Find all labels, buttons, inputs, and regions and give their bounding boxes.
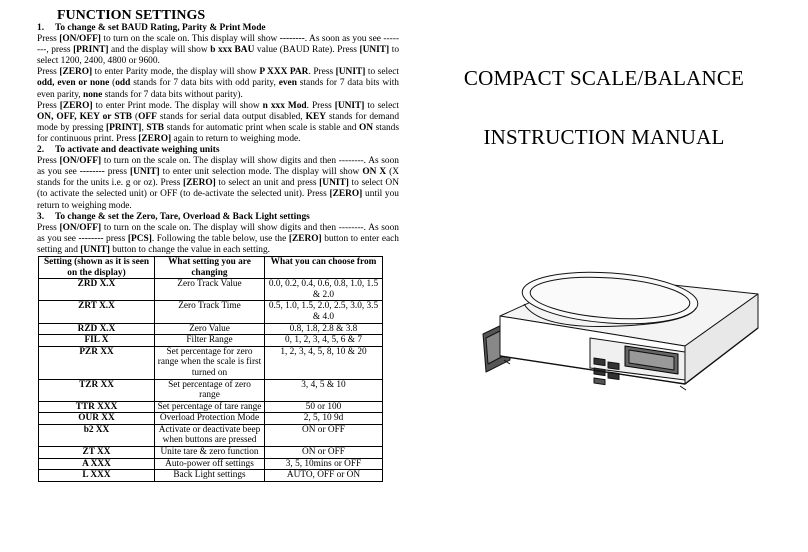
table-row xyxy=(39,346,383,379)
setting-options-cell: 0.8, 1.8, 2.8 & 3.8 xyxy=(265,323,383,335)
manual-title: INSTRUCTION MANUAL xyxy=(483,125,725,149)
table-row xyxy=(39,424,383,446)
table-row xyxy=(39,301,383,323)
setting-description-cell: Zero Track Time xyxy=(155,301,265,323)
setting-options-cell: ON or OFF xyxy=(265,447,383,459)
setting-description-cell: Zero Value xyxy=(155,323,265,335)
setting-description-cell: Zero Track Value xyxy=(155,279,265,301)
setting-description-cell: Set percentage of zero range xyxy=(155,379,265,401)
setting-description-cell: Activate or deactivate beep when buttons are pressed xyxy=(155,424,265,446)
setting-code-cell: ZRD X.X xyxy=(39,279,155,301)
column-header-choices: What you can choose from xyxy=(265,256,383,278)
setting-code-cell: PZR XX xyxy=(39,346,155,379)
setting-options-cell: 50 or 100 xyxy=(265,401,383,413)
setting-code-cell: OUR XX xyxy=(39,413,155,425)
setting-description-cell: Back Light settings xyxy=(155,470,265,482)
setting-code-cell: b2 XX xyxy=(39,424,155,446)
setting-code-cell: ZT XX xyxy=(39,447,155,459)
column-header-setting: Setting (shown as it is seen on the display) xyxy=(39,256,155,278)
function-settings-column xyxy=(37,8,399,482)
setting-code-cell: TTR XXX xyxy=(39,401,155,413)
setting-options-cell: ON or OFF xyxy=(265,424,383,446)
section-1-paragraph-print: Press [ZERO] to enter Print mode. The display will show n xxx Mod. Press [UNIT] to select ON, OFF, KEY or STB (OFF stands for serial data output disabled, KEY stands for demand mode by pressing [PRINT], STB stands for automatic print when scale is stable and ON stands for continuous print. Press [ZERO] again to return to weighing mode. xyxy=(37,100,400,144)
table-row xyxy=(39,401,383,413)
compact-scale-illustration-icon xyxy=(480,268,780,398)
section-1-paragraph-baud: Press [ON/OFF] to turn on the scale on. This display will show --------. As soon as you see --------, press [PRINT] and the display will show b xxx BAU value (BAUD Rate). Press [UNIT] to select 1200, 2400, 4800 or 9600. xyxy=(37,34,400,67)
table-row xyxy=(39,413,383,425)
product-title: COMPACT SCALE/BALANCE xyxy=(463,66,745,90)
section-1-heading: 1. To change & set BAUD Rating, Parity & Print Mode xyxy=(37,23,266,33)
section-2-paragraph: Press [ON/OFF] to turn on the scale on. The display will show digits and then --------. As soon as you see -------- press [UNIT] to enter unit selection mode. The display will show ON X (X stands for the units i.e. g or oz). Press [ZERO] to select an unit and press [UNIT] to select ON (to activate the selected unit) or OFF (to de-activate the selected unit). Press [ZERO] until you return to weighing mode. xyxy=(37,156,399,211)
setting-options-cell: 3, 4, 5 & 10 xyxy=(265,379,383,401)
setting-description-cell: Filter Range xyxy=(155,335,265,347)
table-row xyxy=(39,470,383,482)
table-row xyxy=(39,447,383,459)
setting-code-cell: A XXX xyxy=(39,458,155,470)
table-row xyxy=(39,279,383,301)
setting-options-cell: AUTO, OFF or ON xyxy=(265,470,383,482)
section-2-heading: 2. To activate and deactivate weighing units xyxy=(37,145,220,156)
setting-code-cell: RZD X.X xyxy=(39,323,155,335)
setting-description-cell: Set percentage for zero range when the scale is first turned on xyxy=(155,346,265,379)
section-3-paragraph: Press [ON/OFF] to turn on the scale on. The display will show digits and then --------. As soon as you see -------- press [PCS]. Following the table below, use the [ZERO] button to enter each setting and [UNIT] button to change the value in each setting. xyxy=(37,222,399,255)
setting-options-cell: 0, 1, 2, 3, 4, 5, 6 & 7 xyxy=(265,335,383,347)
table-row xyxy=(39,335,383,347)
setting-code-cell: FIL X xyxy=(39,335,155,347)
settings-table-body xyxy=(39,279,383,482)
setting-options-cell: 2, 5, 10 9d xyxy=(265,413,383,425)
setting-code-cell: ZRT X.X xyxy=(39,301,155,323)
section-1-paragraph-parity: Press [ZERO] to enter Parity mode, the display will show P XXX PAR. Press [UNIT] to select odd, even or none (odd stands for 7 data bits with odd parity, even stands for 7 data bits with even parity, none stands for 7 data bits without parity). xyxy=(37,67,400,100)
setting-code-cell: TZR XX xyxy=(39,379,155,401)
setting-description-cell: Auto-power off settings xyxy=(155,458,265,470)
table-row xyxy=(39,323,383,335)
setting-options-cell: 1, 2, 3, 4, 5, 8, 10 & 20 xyxy=(265,346,383,379)
setting-options-cell: 0.5, 1.0, 1.5, 2.0, 2.5, 3.0, 3.5 & 4.0 xyxy=(265,301,383,323)
page-title: FUNCTION SETTINGS xyxy=(57,8,206,23)
column-header-changing: What setting you are changing xyxy=(155,256,265,278)
table-row xyxy=(39,458,383,470)
table-row xyxy=(39,379,383,401)
table-header-row xyxy=(39,256,383,278)
setting-options-cell: 3, 5, 10mins or OFF xyxy=(265,458,383,470)
settings-table xyxy=(38,256,383,482)
setting-options-cell: 0.0, 0.2, 0.4, 0.6, 0.8, 1.0, 1.5 & 2.0 xyxy=(265,279,383,301)
setting-description-cell: Set percentage of tare range xyxy=(155,401,265,413)
setting-description-cell: Unite tare & zero function xyxy=(155,447,265,459)
section-3-heading: 3. To change & set the Zero, Tare, Overload & Back Light settings xyxy=(37,211,310,222)
setting-description-cell: Overload Protection Mode xyxy=(155,413,265,425)
setting-code-cell: L XXX xyxy=(39,470,155,482)
